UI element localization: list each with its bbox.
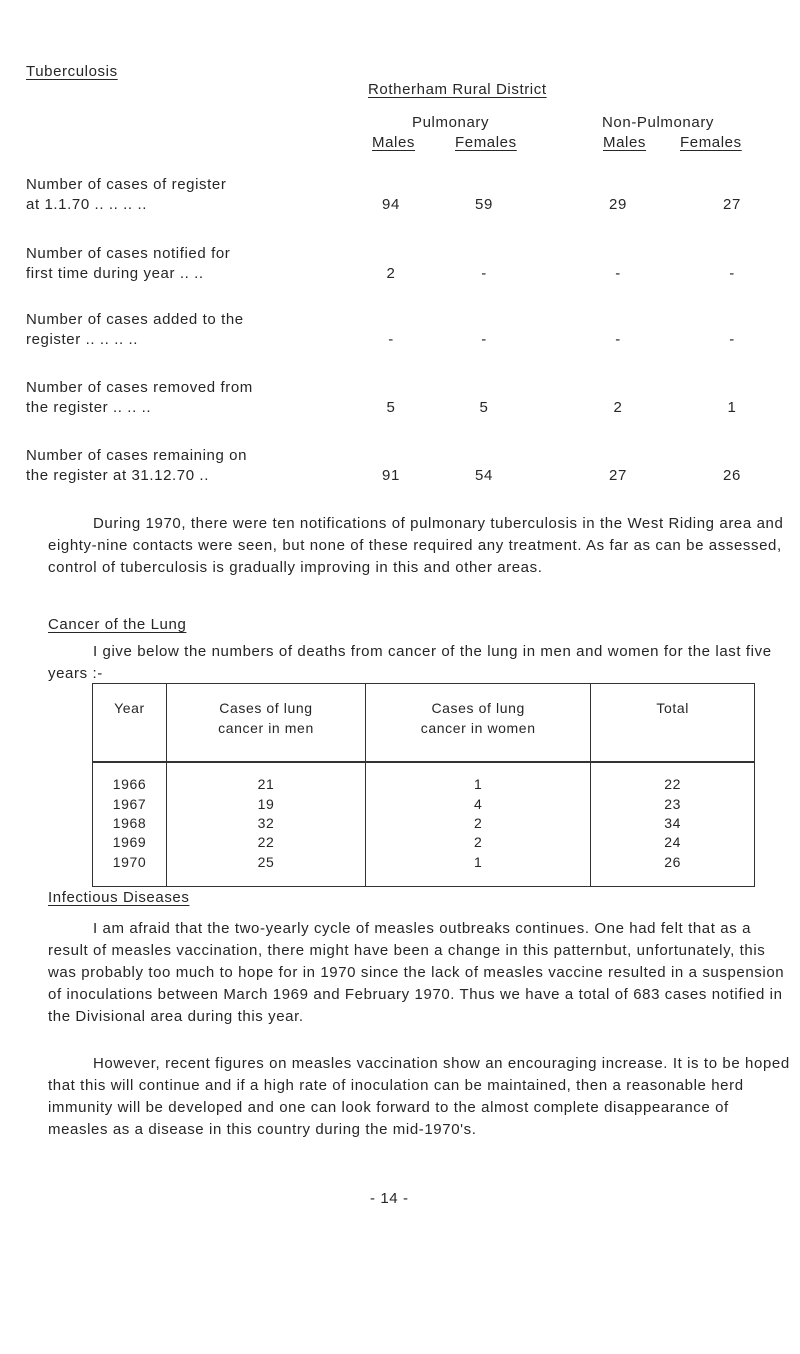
tb-value-pulmonary-males: 5 [386, 399, 396, 416]
cell-men: 32 [166, 814, 365, 833]
table-row [93, 762, 755, 794]
group-header-pulmonary: Pulmonary [412, 114, 490, 131]
cell-total: 22 [591, 762, 755, 794]
header-year [93, 684, 167, 763]
tb-value-pulmonary-females: - [481, 265, 487, 282]
cell-total: 24 [591, 833, 755, 852]
header-year-label: Year [114, 700, 145, 716]
cell-total: 34 [591, 814, 755, 833]
tb-value-non-pulmonary-males: 2 [613, 399, 623, 416]
tb-value-non-pulmonary-males: - [615, 265, 621, 282]
cell-men: 21 [166, 762, 365, 794]
tb-value-non-pulmonary-males: 29 [609, 196, 627, 213]
cell-women: 2 [365, 833, 590, 852]
section-heading-tuberculosis: Tuberculosis [26, 63, 118, 80]
page-number: - 14 - [370, 1190, 409, 1207]
lung-cancer-table [92, 683, 755, 887]
infectious-paragraph-2: However, recent figures on measles vaccination show an encouraging increase. It is to be hoped that this will continue and if a high rate of inoculation can be maintained, then a reasonable herd immunity will be developed and one can look forward to the almost complete disappearance of measles as a disease in this country during the mid-1970's. [48, 1055, 790, 1138]
tb-value-pulmonary-females: 54 [475, 467, 493, 484]
cell-total: 23 [591, 794, 755, 813]
cell-women: 1 [365, 762, 590, 794]
cell-total: 26 [591, 853, 755, 887]
tb-row-label-line1: Number of cases of register [26, 176, 227, 193]
tb-value-pulmonary-females: - [481, 331, 487, 348]
cell-women: 2 [365, 814, 590, 833]
cell-men: 22 [166, 833, 365, 852]
cell-women: 1 [365, 853, 590, 887]
table-row [93, 833, 755, 852]
tb-value-non-pulmonary-females: 1 [727, 399, 737, 416]
tb-row-label-line2: first time during year .. .. [26, 265, 204, 282]
tb-row-label-line2: register .. .. .. .. [26, 331, 139, 348]
tb-value-pulmonary-males: 91 [382, 467, 400, 484]
cell-year: 1970 [93, 853, 167, 887]
tb-value-non-pulmonary-females: 27 [723, 196, 741, 213]
header-cases-men [166, 684, 365, 763]
cell-women: 4 [365, 794, 590, 813]
cancer-intro-paragraph: I give below the numbers of deaths from cancer of the lung in men and women for the last five years :- [48, 643, 772, 682]
tb-value-pulmonary-males: 94 [382, 196, 400, 213]
header-total-label: Total [656, 700, 689, 716]
tb-value-pulmonary-females: 59 [475, 196, 493, 213]
cell-year: 1968 [93, 814, 167, 833]
tb-row-label-line2: the register .. .. .. [26, 399, 152, 416]
cell-men: 19 [166, 794, 365, 813]
header-cases-women [365, 684, 590, 763]
tb-value-non-pulmonary-males: 27 [609, 467, 627, 484]
cell-men: 25 [166, 853, 365, 887]
tb-row-label-line2: at 1.1.70 .. .. .. .. [26, 196, 147, 213]
tb-row-label-line1: Number of cases removed from [26, 379, 253, 396]
table-row [93, 814, 755, 833]
group-header-non-pulmonary: Non-Pulmonary [602, 114, 715, 131]
section-heading-cancer-of-the-lung: Cancer of the Lung [48, 616, 187, 633]
infectious-paragraph-1: I am afraid that the two-yearly cycle of measles outbreaks continues. One had felt that as a result of measles vaccination, there might have been a change in this patternbut, unfortunately, this was probably too much to hope for in 1970 since the lack of measles vaccine resulted in a suspension of inoculations between March 1969 and February 1970. Thus we have a total of 683 cases notified in the Divisional area during this year. [48, 920, 785, 1025]
tb-row-label-line1: Number of cases added to the [26, 311, 244, 328]
col-header-non-pulmonary-females: Females [680, 134, 742, 151]
col-header-pulmonary-females: Females [455, 134, 517, 151]
header-cases-men-label: Cases of lung cancer in men [218, 700, 314, 736]
tb-value-non-pulmonary-females: 26 [723, 467, 741, 484]
header-total [591, 684, 755, 763]
tb-summary-paragraph: During 1970, there were ten notifications of pulmonary tuberculosis in the West Riding area and eighty-nine contacts were seen, but none of these required any treatment. As far as can be assessed, control of tuberculosis is gradually improving in this and other areas. [48, 515, 784, 576]
tb-row-label-line2: the register at 31.12.70 .. [26, 467, 209, 484]
cell-year: 1966 [93, 762, 167, 794]
col-header-pulmonary-males: Males [372, 134, 416, 151]
tb-value-pulmonary-females: 5 [479, 399, 489, 416]
cell-year: 1967 [93, 794, 167, 813]
district-heading: Rotherham Rural District [368, 81, 547, 98]
cell-year: 1969 [93, 833, 167, 852]
tb-row-label-line1: Number of cases notified for [26, 245, 231, 262]
tb-value-non-pulmonary-males: - [615, 331, 621, 348]
lung-table-header-row [93, 684, 755, 763]
table-row [93, 853, 755, 887]
section-heading-infectious-diseases: Infectious Diseases [48, 889, 190, 906]
tb-value-non-pulmonary-females: - [729, 331, 735, 348]
tb-value-pulmonary-males: - [388, 331, 394, 348]
col-header-non-pulmonary-males: Males [603, 134, 647, 151]
tb-row-label-line1: Number of cases remaining on [26, 447, 248, 464]
tb-value-non-pulmonary-females: - [729, 265, 735, 282]
table-row [93, 794, 755, 813]
header-cases-women-label: Cases of lung cancer in women [420, 700, 536, 736]
tb-value-pulmonary-males: 2 [386, 265, 396, 282]
